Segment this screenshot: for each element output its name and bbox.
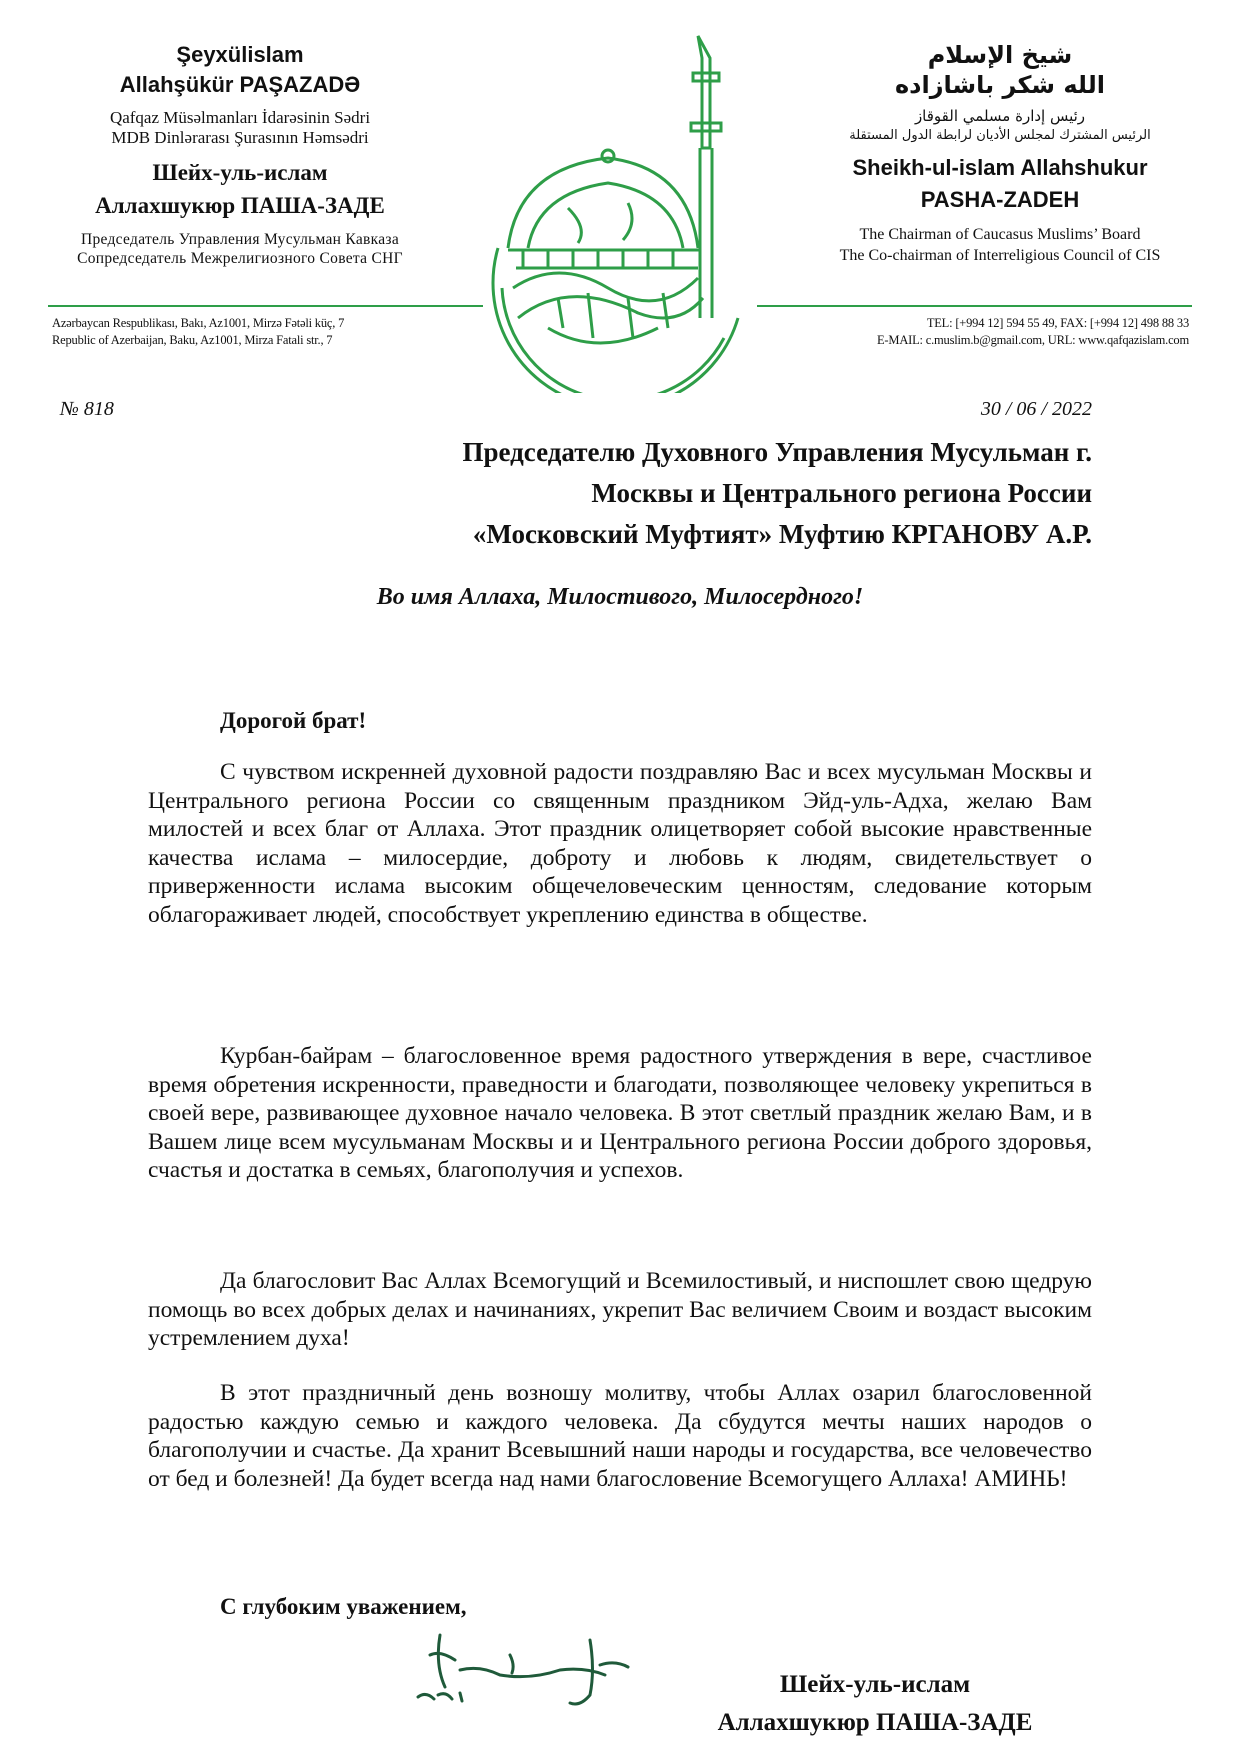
body-paragraph-3: Да благословит Вас Аллах Всемогущий и Всемилостивый, и ниспошлет свою щедрую помощь во всех добрых делах и начинаниях, укрепит Вас величием Своим и воздаст высоким устремлением духа! [148,1268,1092,1352]
name-ar: الله شكر باشازاده [895,71,1105,99]
header-rule-right [757,305,1192,307]
position-ru-2: Сопредседатель Межрелигиозного Совета СНГ [77,250,403,267]
body-paragraph-1: С чувством искренней духовной радости поздравляю Вас и всех мусульман Москвы и Центрального региона России со священным праздником Эйд-уль-Адха, желаю Вам милостей и всех благ от Аллаха. Этот праздник олицетворяет собой высокие нравственные качества ислама – милосердие, доброту и любовь к людям, свидетельствует о приверженности ислама высоким общечеловеческим ценностям, следование которым облагораживает людей, способствует укреплению единства в обществе. [148,759,1092,928]
title-ar: شيخ الإسلام [927,41,1073,69]
header-left [0,40,480,268]
contacts-phone: TEL: [+994 12] 594 55 49, FAX: [+994 12] 498 88 33 [926,316,1189,330]
letter-number: № 818 [60,398,114,420]
position-en-1: The Chairman of Caucasus Muslims’ Board [859,226,1141,243]
address-az: Azərbaycan Respublikası, Bakı, Az1001, Mirzə Fətəli küç, 7 [52,316,345,330]
position-az-1: Qafqaz Müsəlmanları İdarəsinin Sədri [109,108,371,127]
title-ru: Шейх-уль-ислам [152,160,328,185]
greeting: Дорогой брат! [220,708,367,733]
basmala: Во имя Аллаха, Милостивого, Милосердного! [376,584,864,610]
contacts-right [757,315,1189,349]
header-rule-left [48,305,483,307]
addressee-block [270,432,1092,555]
name-az: Allahşükür PAŞAZADƏ [119,72,361,97]
position-ar-1: رئيس إدارة مسلمي القوقاز [914,107,1086,125]
addressee-line-2: Москвы и Центрального региона России [591,478,1092,508]
position-ru-1: Председатель Управления Мусульман Кавказа [80,231,400,248]
mosque-calligraphy-emblem-icon [488,28,752,393]
addressee-line-3: «Московский Муфтият» Муфтию КРГАНОВУ А.Р. [472,519,1092,549]
contacts-web: E-MAIL: c.muslim.b@gmail.com, URL: www.qafqazislam.com [877,333,1189,347]
header-right [760,40,1240,266]
addressee-line-1: Председателю Духовного Управления Мусульман г. [462,437,1092,467]
position-en-2: The Co-chairman of Interreligious Council of CIS [839,247,1161,264]
position-az-2: MDB Dinlərarası Şurasının Həmsədri [111,128,369,147]
body-paragraph-2: Курбан-байрам – благословенное время радостного утверждения в вере, счастливое время обретения искренности, праведности и благодати, позволяющее человеку укрепиться в своей вере, развивающее духовное начало человека. В этот светлый праздник желаю Вам, и в Вашем лице всем мусульманам Москвы и и Центрального региона России доброго здоровья, счастья и достатка в семьях, благополучия и успехов. [148,1043,1092,1184]
body-paragraph-4: В этот праздничный день возношу молитву, чтобы Аллах озарил благословенной радостью каждую семью и каждого человека. Да сбудутся мечты наших народов о благополучии и счастье. Да хранит Всевышний наши народы и государства, все человечество от бед и болезней! Да будет всегда над нами благословение Всемогущего Аллаха! АМИНЬ! [148,1380,1092,1492]
address-en: Republic of Azerbaijan, Baku, Az1001, Mirza Fatali str., 7 [52,333,333,347]
title-az: Şeyxülislam [176,42,304,67]
position-ar-2: الرئيس المشترك لمجلس الأديان لرابطة الدول المستقلة [849,128,1151,143]
closing: С глубоким уважением, [220,1594,467,1619]
letter-date: 30 / 06 / 2022 [980,398,1092,420]
handwritten-signature-icon [400,1625,640,1725]
signatory-title: Шейх-уль-ислам [779,1671,971,1698]
name-ru: Аллахшукюр ПАША-ЗАДЕ [95,193,385,218]
address-left [52,315,482,349]
signatory-name: Аллахшукюр ПАША-ЗАДЕ [717,1709,1033,1736]
name-en-1: Sheikh-ul-islam Allahshukur [852,155,1148,180]
name-en-2: PASHA-ZADEH [920,187,1080,212]
